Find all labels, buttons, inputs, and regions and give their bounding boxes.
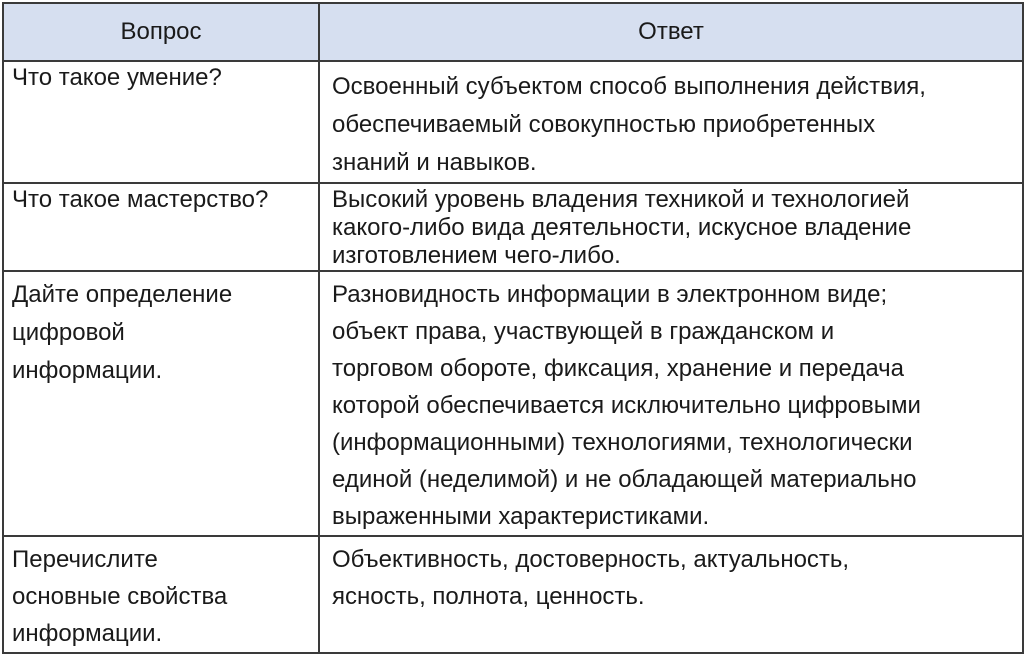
table-header-row <box>3 3 1023 61</box>
question-text: Что такое умение? <box>12 64 222 91</box>
question-cell <box>3 183 319 271</box>
header-question: Вопрос <box>3 3 319 61</box>
answer-text: Высокий уровень владения техникой и технологией какого-либо вида деятельности, искусное владение изготовлением чего-либо. <box>332 186 912 269</box>
answer-cell <box>319 536 1023 653</box>
question-cell <box>3 61 319 183</box>
answer-text: Объективность, достоверность, актуальность, ясность, полнота, ценность. <box>332 546 850 610</box>
table-row <box>3 61 1023 183</box>
answer-cell <box>319 61 1023 183</box>
answer-text: Освоенный субъектом способ выполнения действия, обеспечиваемый совокупностью приобретенных знаний и навыков. <box>332 73 926 176</box>
question-cell <box>3 536 319 653</box>
question-cell <box>3 271 319 536</box>
answer-cell <box>319 183 1023 271</box>
answer-text: Разновидность информации в электронном виде; объект права, участвующей в гражданском и торговом обороте, фиксация, хранение и передача которой обеспечивается исключительно цифровыми (информационными) технологиями, технологически единой (неделимой) и не обладающей материально выраженными характеристиками. <box>332 281 921 530</box>
question-text: Что такое мастерство? <box>12 186 269 213</box>
question-text: Дайте определение цифровой информации. <box>12 281 233 384</box>
answer-cell <box>319 271 1023 536</box>
table-row <box>3 536 1023 653</box>
table-row <box>3 183 1023 271</box>
qa-table <box>2 2 1024 654</box>
table-row <box>3 271 1023 536</box>
question-text: Перечислите основные свойства информации. <box>12 546 228 647</box>
header-answer: Ответ <box>319 3 1023 61</box>
